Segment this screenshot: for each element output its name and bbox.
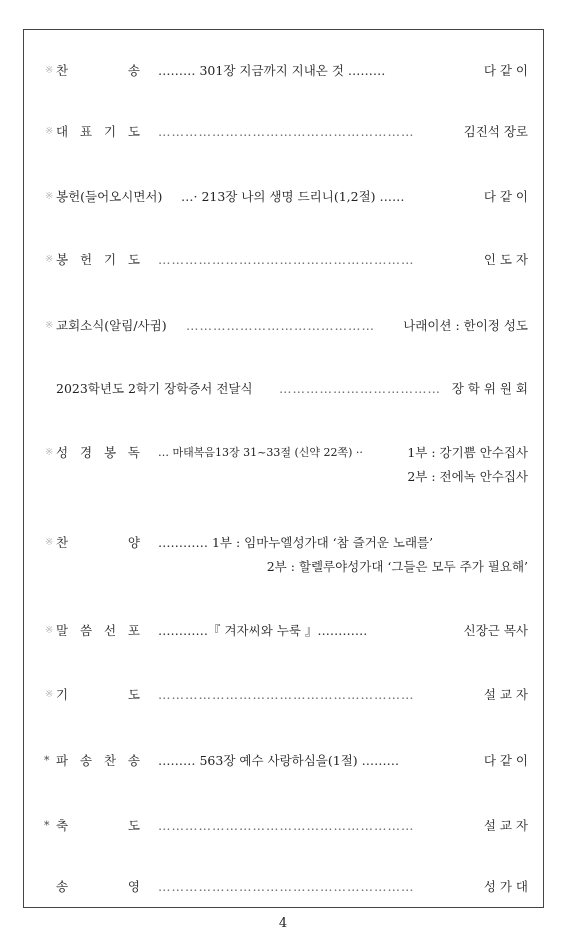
row-dots: …………………………………………………: [158, 686, 415, 702]
order-row: [0, 184, 566, 208]
order-row: [0, 530, 566, 554]
row-mark: *: [44, 753, 50, 767]
row-content: ……… 301장 지금까지 지내온 것 ………: [158, 63, 386, 78]
order-row: [0, 440, 566, 464]
row-mark: ※: [45, 125, 54, 137]
row-dots: …………………………………………………: [158, 123, 415, 139]
row-label: 대 표 기 도: [56, 124, 140, 139]
row-dots: ……………………………………: [186, 317, 375, 333]
row-label: 성 경 봉 독: [56, 445, 140, 460]
row-mark: ※: [45, 446, 54, 458]
row-label: 2023학년도 2학기 장학증서 전달식: [56, 381, 253, 396]
row-mark: ※: [45, 319, 54, 331]
row-dots: …………………………………………………: [158, 878, 415, 894]
row-right: 1부 : 강기쁨 안수집사: [407, 445, 528, 460]
row-mark: ※: [45, 536, 54, 548]
row-right: 다 같 이: [483, 753, 528, 768]
row-label: 봉헌(들어오시면서): [56, 189, 163, 204]
order-row: [0, 247, 566, 271]
row-mark: ※: [45, 64, 54, 76]
row-mark: ※: [45, 253, 54, 265]
row-right: 설 교 자: [483, 818, 528, 833]
row-content-second: 2부 : 할렐루야성가대 ‘그들은 모두 주가 필요해’: [266, 559, 528, 574]
row-dots: ………………………………: [279, 380, 441, 396]
row-content: ……… 563장 예수 사랑하심을(1절) ………: [158, 753, 400, 768]
row-right: 나래이션 : 한이정 성도: [403, 318, 528, 333]
order-row: [0, 376, 566, 400]
row-content: …· 213장 나의 생명 드리니(1,2절) ……: [181, 189, 405, 204]
row-label: 교회소식(알림/사귐): [56, 318, 167, 333]
order-row-continued: [0, 464, 566, 488]
order-row: [0, 874, 566, 898]
row-right: 성 가 대: [483, 879, 528, 894]
row-label: 찬 송: [56, 63, 140, 78]
row-label: 찬 양: [56, 535, 140, 550]
row-content: ………… 1부 : 임마누엘성가대 ‘참 즐거운 노래를’: [158, 535, 434, 550]
row-right: 다 같 이: [483, 63, 528, 78]
page-number: 4: [278, 916, 288, 931]
row-mark: ※: [45, 688, 54, 700]
order-row: [0, 813, 566, 837]
row-right: 신장근 목사: [463, 623, 528, 638]
row-right: 인 도 자: [483, 252, 528, 267]
row-label: 파 송 찬 송: [56, 753, 140, 768]
row-label: 말 씀 선 포: [56, 623, 140, 638]
row-right-second: 2부 : 전에녹 안수집사: [407, 469, 528, 484]
row-label: 축 도: [56, 818, 140, 833]
order-row: [0, 618, 566, 642]
row-dots: …………………………………………………: [158, 817, 415, 833]
row-content: …………『 겨자씨와 누룩 』…………: [158, 623, 368, 638]
row-mark: *: [44, 818, 50, 832]
row-label: 기 도: [56, 687, 140, 702]
row-label: 송 영: [56, 879, 140, 894]
order-row: [0, 119, 566, 143]
row-mark: ※: [45, 190, 54, 202]
order-row: [0, 58, 566, 82]
row-right: 다 같 이: [483, 189, 528, 204]
order-row-continued: [0, 554, 566, 578]
row-right: 설 교 자: [483, 687, 528, 702]
row-label: 봉 헌 기 도: [56, 252, 140, 267]
row-content: … 마태복음13장 31~33절 (신약 22쪽) ··: [158, 446, 363, 459]
order-row: [0, 748, 566, 772]
row-right: 장 학 위 원 회: [451, 381, 528, 396]
row-right: 김진석 장로: [463, 124, 528, 139]
row-mark: ※: [45, 624, 54, 636]
row-dots: …………………………………………………: [158, 251, 415, 267]
order-row: [0, 313, 566, 337]
order-row: [0, 682, 566, 706]
